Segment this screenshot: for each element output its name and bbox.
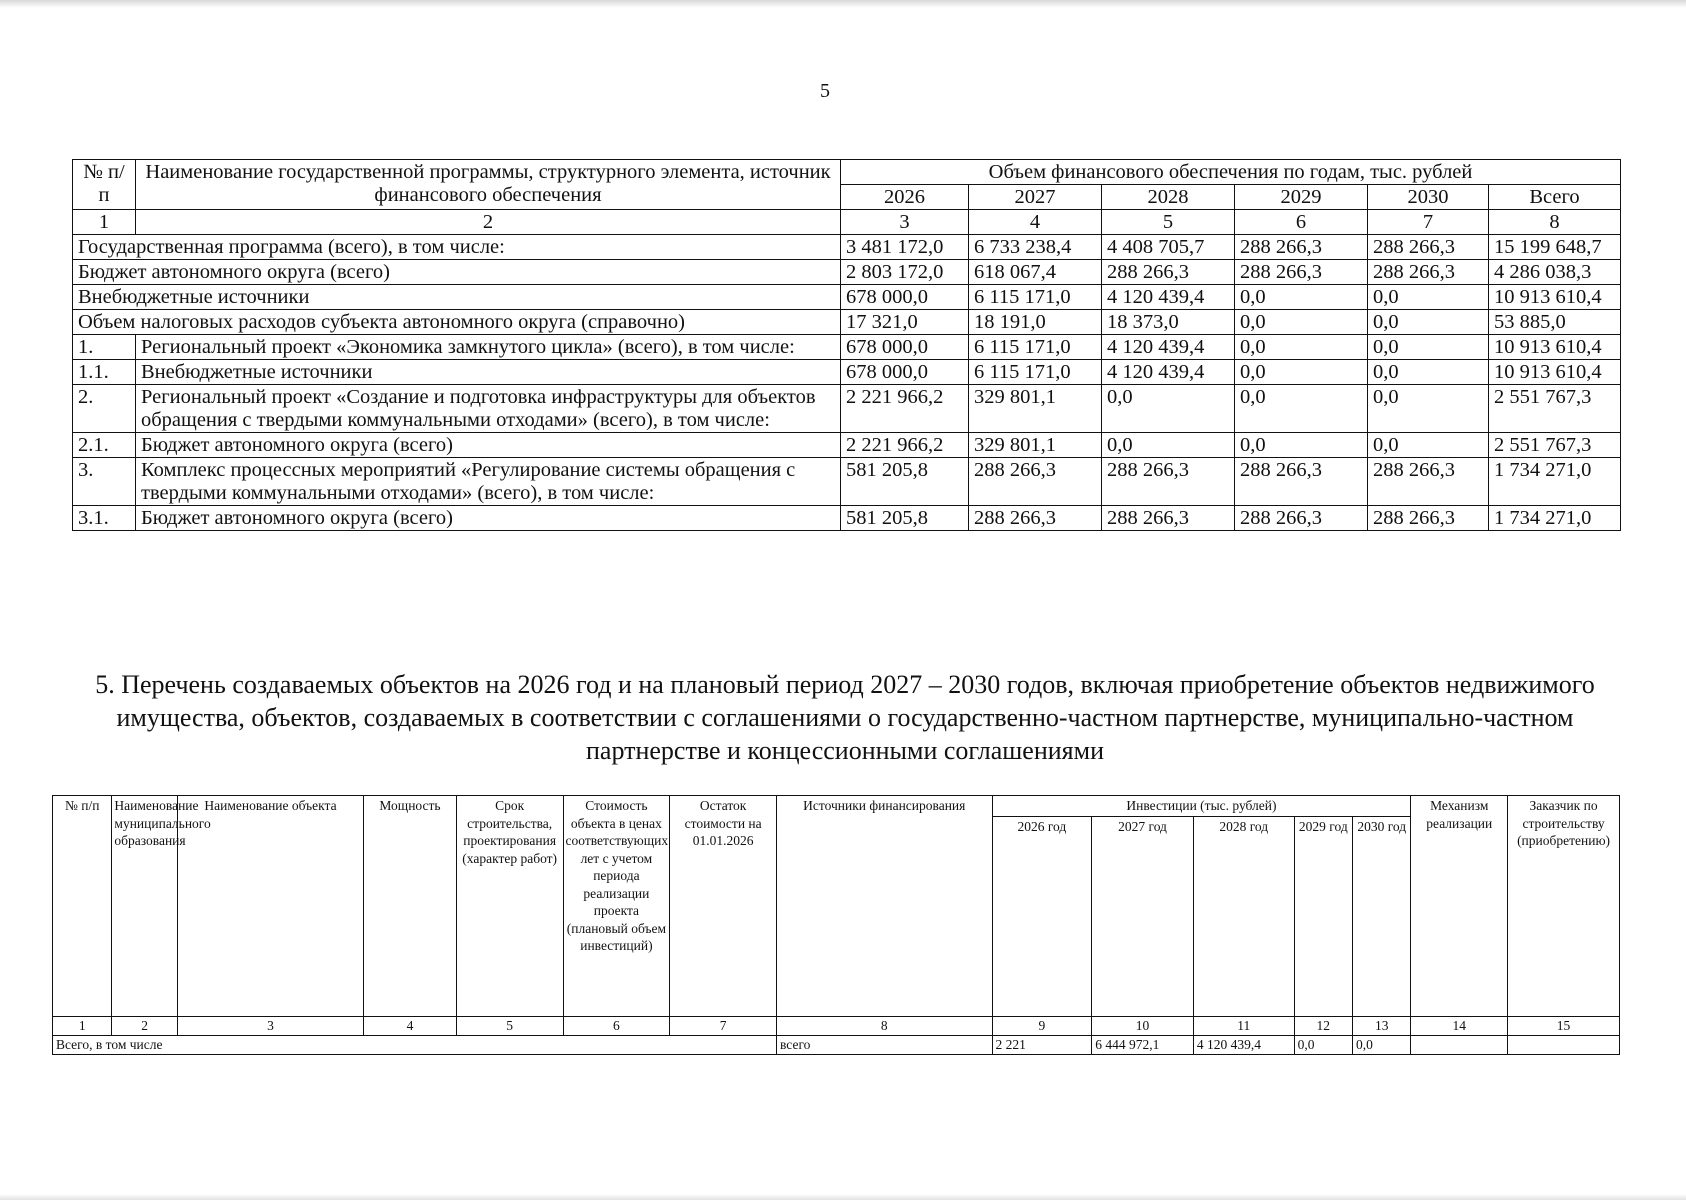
header-year: 2029 [1235,185,1368,210]
value-cell: 6 733 238,4 [969,235,1102,260]
index-cell: 7 [670,1016,777,1035]
index-cell: 4 [969,210,1102,235]
index-row [73,210,1621,235]
total-value: 6 444 972,1 [1092,1035,1194,1054]
summary-row-budget [73,260,1621,285]
item-num: 1. [73,335,136,360]
value-cell: 0,0 [1368,335,1489,360]
header-customer: Заказчик по строительству (приобретению) [1508,796,1620,1017]
item-row [73,335,1621,360]
section-heading: 5. Перечень создаваемых объектов на 2026 год и на плановый период 2027 – 2030 годов, включая приобретение объектов недвижимого имущества, объектов, создаваемых в соответствии с соглашениями о государственно-частном партнерстве, муниципально-частном партнерстве и концессионными соглашениями [95,670,1595,765]
header-volume: Объем финансового обеспечения по годам, тыс. рублей [841,160,1621,185]
value-cell: 1 734 271,0 [1489,458,1621,506]
summary-row-program [73,235,1621,260]
row-name: Объем налоговых расходов субъекта автономного округа (справочно) [73,310,841,335]
item-num: 3. [73,458,136,506]
item-name: Внебюджетные источники [136,360,841,385]
value-cell: 1 734 271,0 [1489,506,1621,531]
value-cell: 2 221 966,2 [841,385,969,433]
header-year: 2026 год [992,816,1092,1016]
value-cell: 0,0 [1102,433,1235,458]
value-cell: 288 266,3 [1102,260,1235,285]
value-cell: 18 191,0 [969,310,1102,335]
value-cell: 329 801,1 [969,385,1102,433]
header-year: 2030 год [1353,816,1411,1016]
value-cell: 288 266,3 [1235,458,1368,506]
row-name: Бюджет автономного округа (всего) [73,260,841,285]
index-cell: 3 [841,210,969,235]
index-cell: 8 [1489,210,1621,235]
row-name: Внебюджетные источники [73,285,841,310]
value-cell: 288 266,3 [1235,235,1368,260]
value-cell: 15 199 648,7 [1489,235,1621,260]
objects-table [52,795,1620,1055]
objects-header-row [53,796,1620,817]
total-value: 2 221 [992,1035,1092,1054]
value-cell: 0,0 [1368,385,1489,433]
index-cell: 3 [177,1016,363,1035]
page-number: 5 [820,80,830,102]
item-row [73,385,1621,433]
index-cell: 6 [1235,210,1368,235]
header-year: 2028 год [1193,816,1294,1016]
item-row [73,506,1621,531]
value-cell: 288 266,3 [969,506,1102,531]
total-mechanism [1411,1035,1508,1054]
value-cell: 0,0 [1235,433,1368,458]
value-cell: 0,0 [1235,360,1368,385]
item-name: Бюджет автономного округа (всего) [136,506,841,531]
value-cell: 2 551 767,3 [1489,433,1621,458]
value-cell: 6 115 171,0 [969,285,1102,310]
header-num: № п/п [73,160,136,210]
item-name: Бюджет автономного округа (всего) [136,433,841,458]
header-row [73,160,1621,185]
index-cell: 11 [1193,1016,1294,1035]
item-row [73,360,1621,385]
value-cell: 0,0 [1102,385,1235,433]
index-cell: 1 [73,210,136,235]
value-cell: 581 205,8 [841,506,969,531]
value-cell: 18 373,0 [1102,310,1235,335]
index-cell: 9 [992,1016,1092,1035]
item-num: 3.1. [73,506,136,531]
total-source: всего [777,1035,993,1054]
value-cell: 10 913 610,4 [1489,335,1621,360]
header-total: Всего [1489,185,1621,210]
index-cell: 2 [136,210,841,235]
header-num: № п/п [53,796,112,1017]
value-cell: 0,0 [1235,310,1368,335]
header-year: 2027 год [1092,816,1194,1016]
value-cell: 618 067,4 [969,260,1102,285]
total-value: 4 120 439,4 [1193,1035,1294,1054]
value-cell: 2 551 767,3 [1489,385,1621,433]
value-cell: 288 266,3 [1102,458,1235,506]
index-cell: 8 [777,1016,993,1035]
value-cell: 0,0 [1368,360,1489,385]
index-cell: 5 [456,1016,563,1035]
value-cell: 288 266,3 [1235,260,1368,285]
value-cell: 17 321,0 [841,310,969,335]
summary-row-tax [73,310,1621,335]
header-year: 2030 [1368,185,1489,210]
header-cost: Стоимость объекта в ценах соответствующих лет с учетом периода реализации проекта (плановый объем инвестиций) [563,796,670,1017]
value-cell: 10 913 610,4 [1489,360,1621,385]
value-cell: 4 120 439,4 [1102,285,1235,310]
value-cell: 2 221 966,2 [841,433,969,458]
item-name: Комплекс процессных мероприятий «Регулирование системы обращения с твердыми коммунальными отходами» (всего), в том числе: [136,458,841,506]
value-cell: 288 266,3 [1368,506,1489,531]
value-cell: 0,0 [1368,310,1489,335]
financing-table [72,159,1621,531]
header-capacity: Мощность [364,796,457,1017]
value-cell: 288 266,3 [1368,235,1489,260]
header-year: 2028 [1102,185,1235,210]
item-num: 1.1. [73,360,136,385]
index-cell: 12 [1294,1016,1352,1035]
index-cell: 1 [53,1016,112,1035]
item-row [73,433,1621,458]
value-cell: 288 266,3 [1102,506,1235,531]
summary-row-offbudget [73,285,1621,310]
value-cell: 4 286 038,3 [1489,260,1621,285]
total-label: Всего, в том числе [53,1035,777,1054]
value-cell: 288 266,3 [1368,260,1489,285]
value-cell: 0,0 [1235,285,1368,310]
header-year: 2027 [969,185,1102,210]
header-municipality: Наименование муниципального образования [112,796,177,1017]
value-cell: 0,0 [1235,335,1368,360]
index-cell: 2 [112,1016,177,1035]
index-cell: 15 [1508,1016,1620,1035]
item-name: Региональный проект «Создание и подготовка инфраструктуры для объектов обращения с твердыми коммунальными отходами» (всего), в том числе: [136,385,841,433]
scan-edge-bottom [0,1194,1686,1200]
value-cell: 0,0 [1235,385,1368,433]
item-name: Региональный проект «Экономика замкнутого цикла» (всего), в том числе: [136,335,841,360]
value-cell: 678 000,0 [841,335,969,360]
value-cell: 288 266,3 [969,458,1102,506]
objects-total-row [53,1035,1620,1054]
value-cell: 0,0 [1368,433,1489,458]
header-object: Наименование объекта [177,796,363,1017]
header-term: Срок строительства, проектирования (характер работ) [456,796,563,1017]
value-cell: 581 205,8 [841,458,969,506]
value-cell: 288 266,3 [1368,458,1489,506]
total-value: 0,0 [1353,1035,1411,1054]
scan-edge-top [0,0,1686,8]
objects-index-row [53,1016,1620,1035]
header-mechanism: Механизм реализации [1411,796,1508,1017]
index-cell: 4 [364,1016,457,1035]
header-balance: Остаток стоимости на 01.01.2026 [670,796,777,1017]
value-cell: 53 885,0 [1489,310,1621,335]
value-cell: 0,0 [1368,285,1489,310]
index-cell: 7 [1368,210,1489,235]
index-cell: 5 [1102,210,1235,235]
value-cell: 4 120 439,4 [1102,360,1235,385]
total-customer [1508,1035,1620,1054]
index-cell: 14 [1411,1016,1508,1035]
row-name: Государственная программа (всего), в том числе: [73,235,841,260]
value-cell: 6 115 171,0 [969,360,1102,385]
value-cell: 288 266,3 [1235,506,1368,531]
item-num: 2. [73,385,136,433]
index-cell: 10 [1092,1016,1194,1035]
index-cell: 6 [563,1016,670,1035]
header-investments: Инвестиции (тыс. рублей) [992,796,1411,817]
header-sources: Источники финансирования [777,796,993,1017]
value-cell: 10 913 610,4 [1489,285,1621,310]
header-year: 2026 [841,185,969,210]
value-cell: 6 115 171,0 [969,335,1102,360]
value-cell: 3 481 172,0 [841,235,969,260]
total-value: 0,0 [1294,1035,1352,1054]
item-num: 2.1. [73,433,136,458]
value-cell: 2 803 172,0 [841,260,969,285]
value-cell: 4 408 705,7 [1102,235,1235,260]
value-cell: 4 120 439,4 [1102,335,1235,360]
value-cell: 678 000,0 [841,360,969,385]
header-year: 2029 год [1294,816,1352,1016]
index-cell: 13 [1353,1016,1411,1035]
item-row [73,458,1621,506]
value-cell: 329 801,1 [969,433,1102,458]
header-name: Наименование государственной программы, структурного элемента, источник финансового обеспечения [136,160,841,210]
value-cell: 678 000,0 [841,285,969,310]
